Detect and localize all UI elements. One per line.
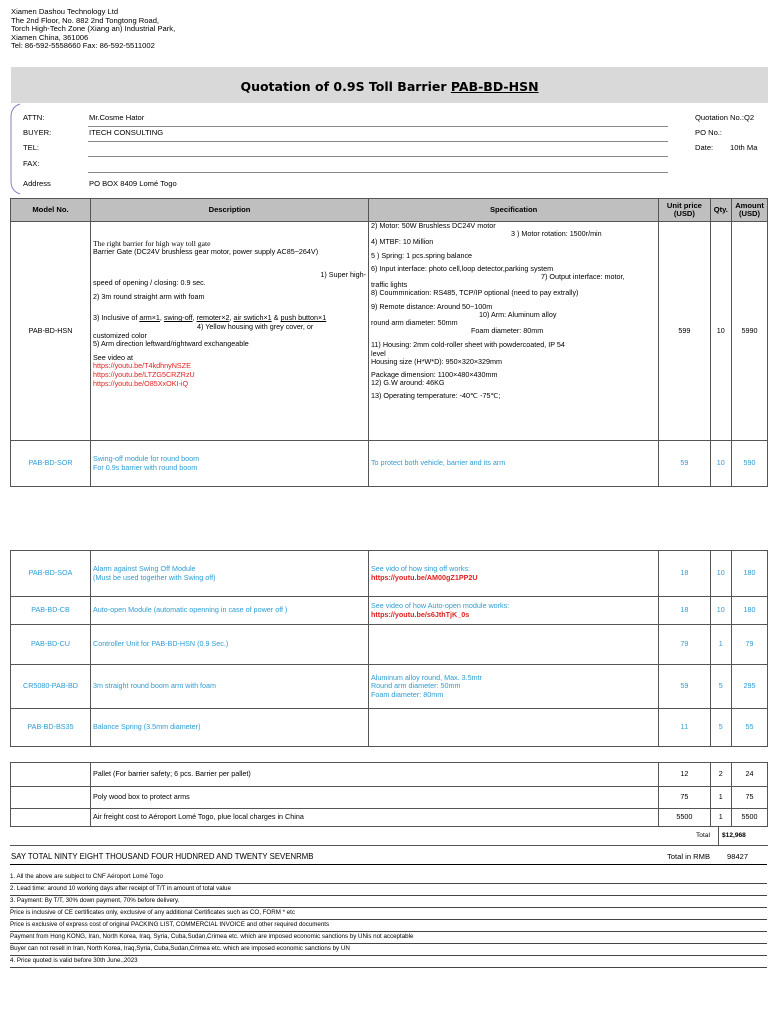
term-item: 4. Price quoted is valid before 30th June.,2023 xyxy=(10,956,767,968)
accessory-model: PAB-BD-CB xyxy=(11,597,91,625)
table-row xyxy=(11,597,768,625)
main-amount: 5990 xyxy=(732,222,768,441)
date-value: 10th Ma xyxy=(730,143,758,152)
company-address-1: The 2nd Floor, No. 882 2nd Tongtong Road, xyxy=(11,15,160,25)
main-specification xyxy=(368,222,658,441)
desc-line: 2) 3m round straight arm with foam xyxy=(93,291,205,301)
sor-specification: To protect both vehicle, barrier and its arm xyxy=(368,441,658,487)
spec-line: Package dimension: 1100×480×430mm xyxy=(370,370,498,380)
accessory-qty: 1 xyxy=(710,625,732,665)
accessory-model: CR5080-PAB-BD xyxy=(11,665,91,709)
table-row xyxy=(11,787,768,809)
title-model: PAB-BD-HSN xyxy=(450,79,539,94)
accessory-specification xyxy=(368,665,658,709)
company-info xyxy=(11,8,175,51)
spec-line: traffic lights xyxy=(370,280,408,290)
accessory-description: Balance Spring (3.5mm diameter) xyxy=(91,709,369,747)
desc-line: (Must be used together with Swing off) xyxy=(93,572,216,582)
company-contact: Tel: 86-592-5558660 Fax: 86-592-5511002 xyxy=(11,41,155,51)
extra-unit-price: 5500 xyxy=(659,809,710,827)
sor-description xyxy=(91,441,369,487)
video-link[interactable]: https://youtu.be/O85XxOKI-iQ xyxy=(93,378,189,388)
header-specification: Specification xyxy=(368,199,658,222)
accessory-description xyxy=(91,551,369,597)
sor-model: PAB-BD-SOR xyxy=(11,441,91,487)
desc-line: Alarm against Swing Off Module xyxy=(93,563,196,573)
spec-line: 10) Arm: Aluminum alloy xyxy=(478,309,557,319)
quotation-no: Quotation No.:Q2 xyxy=(695,113,755,122)
accessory-unit-price: 18 xyxy=(659,551,710,597)
attn-underline xyxy=(88,126,668,127)
main-unit-price: 599 xyxy=(659,222,710,441)
accessory-description: Auto-open Module (automatic openning in case of power off ) xyxy=(91,597,369,625)
accessory-unit-price: 11 xyxy=(659,709,710,747)
accessory-unit-price: 59 xyxy=(659,665,710,709)
accessory-description: 3m straight round boom arm with foam xyxy=(91,665,369,709)
title-prefix: Quotation of 0.9S Toll Barrier xyxy=(240,79,451,94)
terms-list xyxy=(10,864,767,977)
extra-unit-price: 12 xyxy=(659,763,710,787)
spec-line: level xyxy=(370,348,386,358)
desc-line: Barrier Gate (DC24V brushless gear motor, power supply AC85~264V) xyxy=(93,247,319,256)
extras-table xyxy=(10,762,768,827)
video-link[interactable]: https://youtu.be/AM00gZ1PP2U xyxy=(370,572,478,582)
title-bar xyxy=(11,67,768,103)
table-row xyxy=(11,665,768,709)
say-total: SAY TOTAL NINTY EIGHT THOUSAND FOUR HUDNRED AND TWENTY SEVENRMB xyxy=(11,852,314,861)
desc-title: The right barrier for high way toll gate xyxy=(93,239,211,248)
accessory-model: PAB-BD-SOA xyxy=(11,551,91,597)
video-link[interactable]: https://youtu.be/s6JthTjK_0s xyxy=(370,609,470,619)
accessory-amount: 295 xyxy=(732,665,768,709)
header-unit-price: Unit price (USD) xyxy=(659,199,710,222)
page-title xyxy=(11,79,768,94)
sor-amount: 590 xyxy=(732,441,768,487)
main-qty: 10 xyxy=(710,222,732,441)
video-link[interactable]: https://youtu.be/LTZG5CRZRzU xyxy=(93,369,195,379)
spec-line: 6) Input interface: photo cell,loop detector,parking system xyxy=(370,263,554,273)
spec-line: Aluminum alloy round, Max. 3.5mtr xyxy=(370,672,483,682)
accessory-specification xyxy=(368,551,658,597)
fax-label: FAX: xyxy=(23,159,40,168)
main-table xyxy=(10,198,768,487)
accessory-qty: 5 xyxy=(710,709,732,747)
accessory-specification xyxy=(368,625,658,665)
spec-line: Housing size (H*W*D): 950×320×329mm xyxy=(370,356,503,366)
spec-line: Foam diameter: 80mm xyxy=(370,689,444,699)
spec-line: 9) Remote distance: Around 50~100m xyxy=(370,301,493,311)
company-address-2: Torch High-Tech Zone (Xiang an) Industrial Park, xyxy=(11,24,176,34)
tel-label: TEL: xyxy=(23,143,40,152)
extra-qty: 2 xyxy=(710,763,732,787)
address-label: Address xyxy=(23,179,51,188)
sor-qty: 10 xyxy=(710,441,732,487)
header-model: Model No. xyxy=(11,199,91,222)
accessory-amount: 55 xyxy=(732,709,768,747)
accessory-qty: 10 xyxy=(710,551,732,597)
header-description: Description xyxy=(91,199,369,222)
accessory-unit-price: 18 xyxy=(659,597,710,625)
address-value: PO BOX 8409 Lomé Togo xyxy=(89,179,177,188)
term-item: Payment from Hong KONG, Iran, North Korea, Iraq, Syria, Cuba,Sudan,Crimea etc. which are imposed economic sanctions by UNis not acceptable xyxy=(10,932,767,944)
buyer-info xyxy=(23,108,768,194)
desc-line: 4) Yellow housing with grey cover, or xyxy=(197,321,314,331)
term-item: Price is inclusive of CE certificates only, exclusive of any additional Certificates such as CO, FORM * etc xyxy=(10,908,767,920)
desc-line: customized color xyxy=(93,330,147,340)
accessory-specification xyxy=(368,709,658,747)
main-description xyxy=(91,222,369,441)
extra-description: Air freight cost to Aéroport Lomé Togo, plue local charges in China xyxy=(91,809,659,827)
spec-text: See vido of how sing off works: xyxy=(370,563,470,573)
desc-line: 1) Super high- xyxy=(320,269,366,279)
spec-line: 11) Housing: 2mm cold-roller sheet with powdercoated, IP 54 xyxy=(370,340,565,350)
accessory-amount: 180 xyxy=(732,597,768,625)
rmb-label: Total in RMB xyxy=(667,852,711,861)
extra-amount: 24 xyxy=(732,763,768,787)
sor-unit-price: 59 xyxy=(659,441,710,487)
spec-line: 2) Motor: 50W Brushless DC24V motor xyxy=(370,221,496,230)
company-address-3: Xiamen China, 361006 xyxy=(11,32,89,42)
extra-qty: 1 xyxy=(710,809,732,827)
desc-line: 5) Arm direction leftward/rightward exchangeable xyxy=(93,339,249,349)
accessory-amount: 79 xyxy=(732,625,768,665)
spec-line: 5 ) Spring: 1 pcs.spring balance xyxy=(370,250,473,260)
company-name: Xiamen Dashou Technology Ltd xyxy=(11,7,119,16)
accessories-table xyxy=(10,550,768,747)
table-row xyxy=(11,809,768,827)
accessory-specification xyxy=(368,597,658,625)
video-link[interactable]: https://youtu.be/T4kdhnyNSZE xyxy=(93,361,191,371)
accessory-amount: 180 xyxy=(732,551,768,597)
spec-line: Round arm diameter: 50mm xyxy=(370,681,461,691)
date-label: Date: xyxy=(695,143,714,152)
accessory-qty: 5 xyxy=(710,665,732,709)
rmb-value: 98427 xyxy=(727,852,749,861)
spec-line: 3 ) Motor rotation: 1500r/min xyxy=(510,229,602,239)
spec-text: See video of how Auto-open module works: xyxy=(370,600,510,610)
accessory-model: PAB-BD-BS35 xyxy=(11,709,91,747)
table-row xyxy=(11,625,768,665)
buyer-label: BUYER: xyxy=(23,128,52,137)
buyer-bracket xyxy=(9,103,21,195)
extra-unit-price: 75 xyxy=(659,787,710,809)
term-item: Price is exclusive of express cost of original PACKING LIST, COMMERCIAL INVOICE and other required documents xyxy=(10,920,767,932)
desc-line: See video at xyxy=(93,352,133,362)
table-row xyxy=(11,763,768,787)
term-item: 2. Lead time: around 10 working days after receipt of T/T in amount of total value xyxy=(10,884,767,896)
buyer-value: ITECH CONSULTING xyxy=(89,128,164,137)
table-row xyxy=(11,551,768,597)
total-label: Total xyxy=(696,832,710,839)
accessory-description: Controller Unit for PAB-BD-HSN (0.9 Sec.) xyxy=(91,625,369,665)
desc-line: For 0.9s barrier with round boom xyxy=(93,462,198,472)
header-qty: Qty. xyxy=(710,199,732,222)
total-value: $12,968 xyxy=(722,832,746,839)
term-item: Buyer can not resell in Iran, North Korea, Iraq,Syria, Cuba,Sudan,Crimea etc. which are imposed economic sanctions by UN xyxy=(10,944,767,956)
term-item: 1. All the above are subject to CNF Aéroport Lomé Togo xyxy=(10,872,767,884)
desc-inclusive: 3) Inclusive of arm×1, swing-off, remoter×2, air swtich×1 & push button×1 xyxy=(93,313,327,323)
po-no: PO No.: xyxy=(695,128,723,137)
accessory-model: PAB-BD-CU xyxy=(11,625,91,665)
main-model: PAB-BD-HSN xyxy=(11,222,91,441)
extra-amount: 75 xyxy=(732,787,768,809)
accessory-unit-price: 79 xyxy=(659,625,710,665)
extra-amount: 5500 xyxy=(732,809,768,827)
term-item: 3. Payment: By T/T, 30% down payment, 70% before delivery. xyxy=(10,896,767,908)
desc-line: Swing-off module for round boom xyxy=(93,453,200,463)
header-amount: Amount (USD) xyxy=(732,199,768,222)
attn-value: Mr.Cosme Hator xyxy=(89,113,145,122)
extra-qty: 1 xyxy=(710,787,732,809)
fax-underline xyxy=(88,172,668,173)
tel-underline xyxy=(88,156,668,157)
table-row xyxy=(11,222,768,441)
spec-line: Foam diameter: 80mm xyxy=(470,326,544,336)
table-row xyxy=(11,441,768,487)
spec-line: 7) Output interface: motor, xyxy=(540,272,625,282)
desc-line: speed of opening / closing: 0.9 sec. xyxy=(93,278,206,288)
attn-label: ATTN: xyxy=(23,113,45,122)
table-row xyxy=(11,709,768,747)
extra-description: Pallet (For barrier safety; 6 pcs. Barrier per pallet) xyxy=(91,763,659,787)
spec-line: 8) Coummnication: RS485, TCP/IP optional (need to pay extrally) xyxy=(370,288,579,298)
extra-description: Poly wood box to protect arms xyxy=(91,787,659,809)
buyer-underline xyxy=(88,141,668,142)
spec-line: round arm diameter: 50mm xyxy=(370,318,458,328)
spec-line: 13) Operating temperature: -40℃ -75℃; xyxy=(370,391,501,401)
accessory-qty: 10 xyxy=(710,597,732,625)
spec-line: 12) G.W around: 46KG xyxy=(370,378,445,388)
spec-line: 4) MTBF: 10 Million xyxy=(370,237,434,247)
